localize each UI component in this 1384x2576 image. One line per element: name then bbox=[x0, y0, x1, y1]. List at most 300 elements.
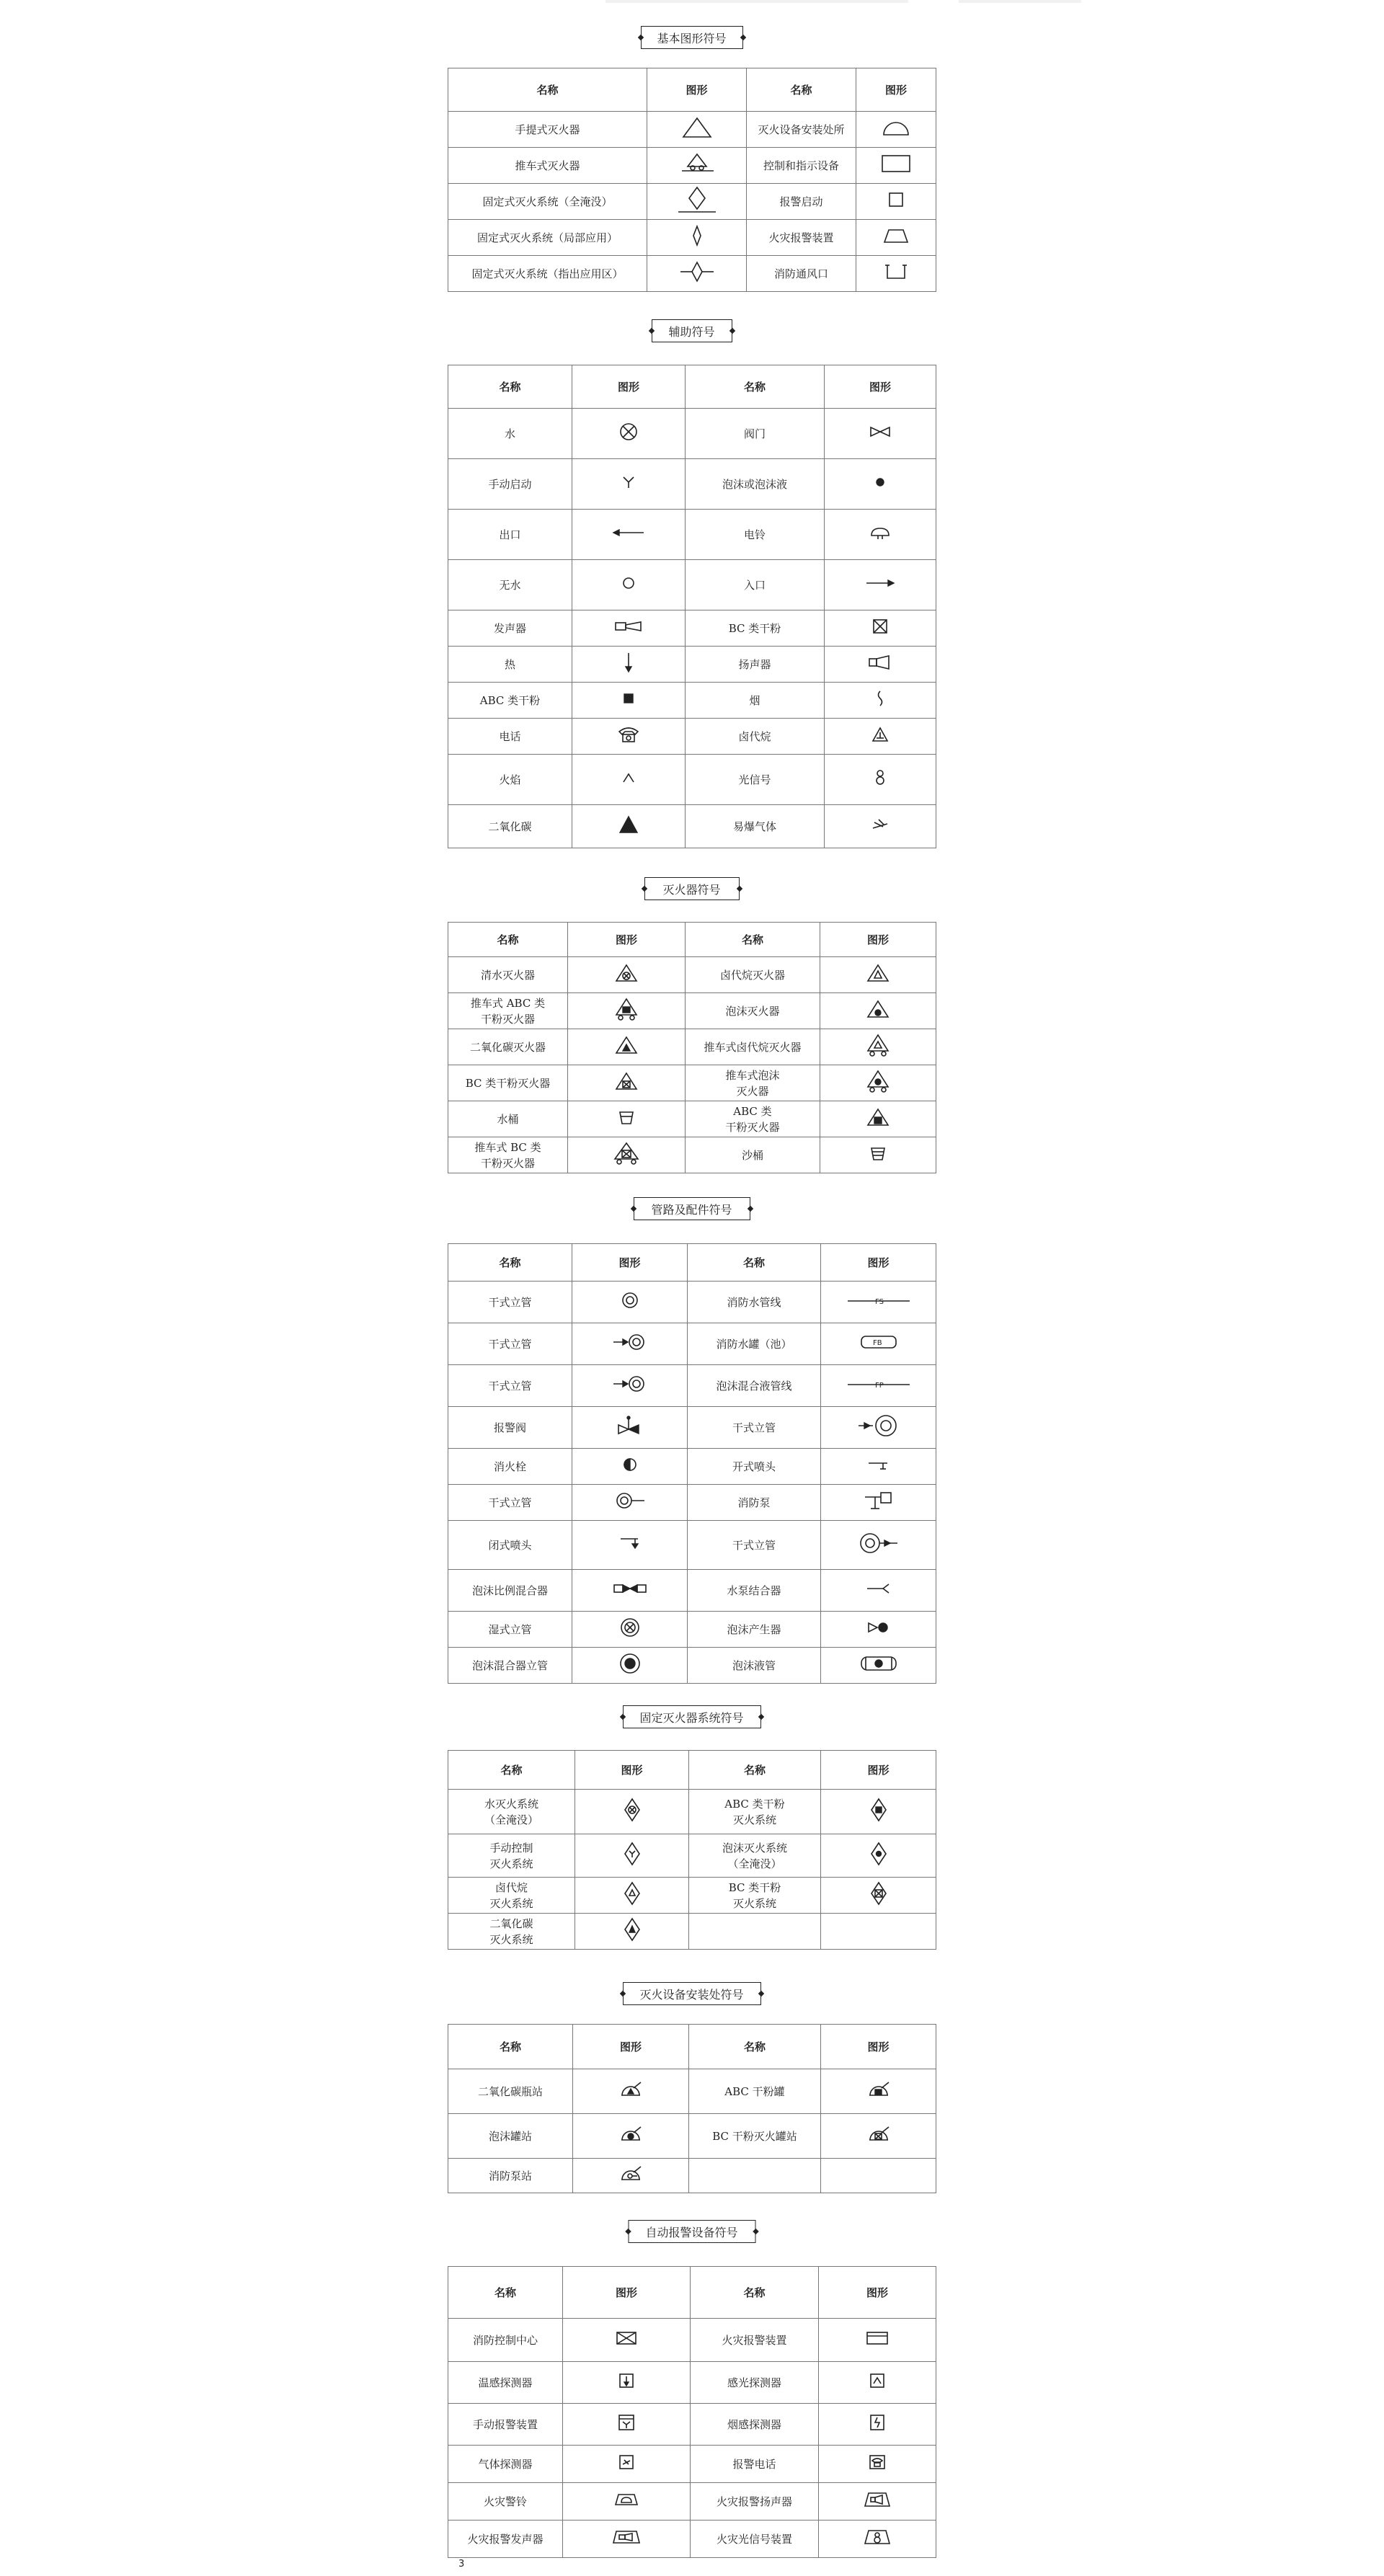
symbol-figure bbox=[568, 957, 686, 993]
table-row bbox=[448, 459, 936, 510]
symbol-table bbox=[448, 2024, 936, 2193]
symbol-figure bbox=[563, 2521, 691, 2558]
table-header-row bbox=[448, 1751, 936, 1790]
symbol-figure bbox=[821, 2159, 936, 2193]
wet-riser-icon bbox=[619, 1617, 641, 1638]
sounder-icon bbox=[613, 619, 644, 634]
symbol-figure bbox=[647, 256, 747, 292]
symbol-name: 火灾警铃 bbox=[448, 2483, 563, 2521]
vent-icon bbox=[883, 261, 909, 283]
symbol-name: 入口 bbox=[686, 560, 825, 610]
symbol-figure bbox=[821, 1407, 936, 1449]
symbol-figure bbox=[821, 2069, 936, 2114]
symbol-name: 泡沫混合器立管 bbox=[448, 1648, 572, 1684]
symbol-figure bbox=[821, 1521, 936, 1570]
page-number: 3 bbox=[458, 2559, 465, 2570]
table-row bbox=[448, 1323, 936, 1365]
pump-station-icon bbox=[618, 2164, 644, 2184]
column-header-name: 名称 bbox=[689, 1751, 821, 1790]
symbol-name: 干式立管 bbox=[688, 1521, 821, 1570]
symbol-figure bbox=[820, 1029, 936, 1065]
symbol-figure bbox=[820, 1137, 936, 1173]
symbol-name: 泡沫液管 bbox=[688, 1648, 821, 1684]
table-row bbox=[448, 1407, 936, 1449]
svg-text:FB: FB bbox=[872, 1338, 882, 1347]
symbol-name: 光信号 bbox=[686, 755, 825, 805]
table-row bbox=[448, 647, 936, 683]
speaker-icon bbox=[867, 654, 893, 670]
table-row bbox=[448, 184, 936, 220]
table-row bbox=[448, 2114, 936, 2159]
table-row bbox=[448, 256, 936, 292]
symbol-figure bbox=[825, 560, 936, 610]
table-row bbox=[448, 683, 936, 719]
column-header-figure: 图形 bbox=[821, 2025, 936, 2069]
column-header-name: 名称 bbox=[686, 923, 820, 957]
symbol-figure bbox=[572, 1485, 688, 1521]
table-row bbox=[448, 805, 936, 848]
valve-icon bbox=[868, 425, 892, 439]
pump-connector-icon bbox=[864, 1581, 893, 1596]
symbol-name: ABC 类 干粉灭火器 bbox=[686, 1101, 820, 1137]
section-title: 灭火设备安装处符号 bbox=[623, 1982, 761, 2005]
symbol-figure bbox=[821, 1914, 936, 1950]
column-header-figure: 图形 bbox=[825, 365, 936, 409]
symbol-figure bbox=[573, 2159, 689, 2193]
symbol-name: 火灾光信号装置 bbox=[691, 2521, 819, 2558]
symbol-name: 泡沫罐站 bbox=[448, 2114, 573, 2159]
heat-icon bbox=[623, 651, 634, 674]
symbol-figure bbox=[572, 805, 686, 848]
column-header-name: 名称 bbox=[448, 2025, 573, 2069]
symbol-figure bbox=[825, 805, 936, 848]
symbol-figure bbox=[856, 148, 936, 184]
table-row bbox=[448, 148, 936, 184]
manual-alarm-icon bbox=[617, 2413, 636, 2432]
table-row bbox=[448, 2159, 936, 2193]
foam-riser-icon bbox=[618, 1652, 642, 1675]
symbol-name: 电铃 bbox=[686, 510, 825, 560]
symbol-figure bbox=[821, 1790, 936, 1834]
table-row bbox=[448, 755, 936, 805]
semicircle-icon bbox=[880, 117, 912, 138]
table-header-row bbox=[448, 2267, 936, 2319]
foam-liquid-pipe-icon bbox=[857, 1654, 900, 1673]
table-row bbox=[448, 610, 936, 647]
arrow-diamond-icon bbox=[679, 260, 715, 283]
bc-powder-icon bbox=[871, 617, 890, 636]
symbol-name: 推车式灭火器 bbox=[448, 148, 647, 184]
column-header-name: 名称 bbox=[689, 2025, 821, 2069]
symbol-figure bbox=[856, 184, 936, 220]
dot-icon bbox=[873, 475, 887, 489]
symbol-figure bbox=[820, 1101, 936, 1137]
symbol-table bbox=[448, 68, 936, 292]
symbol-figure bbox=[820, 1065, 936, 1101]
table-row bbox=[448, 1065, 936, 1101]
symbol-name bbox=[689, 2159, 821, 2193]
wheeled-abc-extinguisher-icon bbox=[612, 997, 641, 1021]
outlet-icon bbox=[611, 527, 647, 538]
symbol-figure bbox=[819, 2446, 936, 2483]
table-row bbox=[448, 2521, 936, 2558]
symbol-figure bbox=[563, 2362, 691, 2404]
symbol-name: 消防泵站 bbox=[448, 2159, 573, 2193]
symbol-figure bbox=[825, 409, 936, 459]
trapezoid-icon bbox=[882, 226, 910, 245]
section-title: 自动报警设备符号 bbox=[628, 2220, 755, 2243]
symbol-name: 水桶 bbox=[448, 1101, 568, 1137]
symbol-figure bbox=[572, 510, 686, 560]
symbol-name: 手提式灭火器 bbox=[448, 112, 647, 148]
symbol-name: 固定式灭火系统（指出应用区） bbox=[448, 256, 647, 292]
symbol-figure bbox=[819, 2404, 936, 2446]
table-row bbox=[448, 1914, 936, 1950]
symbol-figure bbox=[573, 2114, 689, 2159]
column-header-figure: 图形 bbox=[647, 68, 747, 112]
foam-extinguisher-icon bbox=[866, 999, 890, 1019]
symbol-figure bbox=[572, 1648, 688, 1684]
symbol-name: 泡沫灭火系统 （全淹没） bbox=[689, 1834, 821, 1878]
table-row bbox=[448, 993, 936, 1029]
fire-water-line-icon bbox=[846, 1296, 911, 1306]
symbol-figure bbox=[819, 2521, 936, 2558]
symbol-name: 消防泵 bbox=[688, 1485, 821, 1521]
symbol-figure bbox=[572, 409, 686, 459]
symbol-name: 扬声器 bbox=[686, 647, 825, 683]
table-row bbox=[448, 1834, 936, 1878]
rectangle-icon bbox=[880, 153, 912, 174]
column-header-figure: 图形 bbox=[572, 365, 686, 409]
table-row bbox=[448, 2362, 936, 2404]
flame-icon bbox=[621, 770, 636, 785]
gas-detector-icon bbox=[618, 2453, 635, 2471]
alarm-valve-icon bbox=[616, 1415, 644, 1436]
symbol-name: ABC 类干粉 bbox=[448, 683, 572, 719]
symbol-figure bbox=[856, 112, 936, 148]
symbol-table bbox=[448, 1243, 936, 1684]
symbol-name: 温感探测器 bbox=[448, 2362, 563, 2404]
symbol-name: 火灾报警装置 bbox=[691, 2319, 819, 2362]
svg-text:FP: FP bbox=[874, 1381, 884, 1390]
symbol-figure bbox=[575, 1914, 689, 1950]
symbol-figure bbox=[572, 1282, 688, 1323]
co2-system-icon bbox=[623, 1917, 642, 1942]
column-header-name: 名称 bbox=[448, 68, 647, 112]
symbol-name: 推车式 ABC 类 干粉灭火器 bbox=[448, 993, 568, 1029]
column-header-name: 名称 bbox=[691, 2267, 819, 2319]
table-row bbox=[448, 510, 936, 560]
proportioner-icon bbox=[612, 1581, 648, 1596]
dry-riser-right-icon bbox=[857, 1531, 900, 1555]
symbol-name: 二氧化碳瓶站 bbox=[448, 2069, 573, 2114]
table-row bbox=[448, 1878, 936, 1914]
manual-start-icon bbox=[621, 474, 636, 490]
water-system-icon bbox=[623, 1798, 642, 1822]
symbol-name: 发声器 bbox=[448, 610, 572, 647]
symbol-name: 易爆气体 bbox=[686, 805, 825, 848]
column-header-name: 名称 bbox=[448, 923, 568, 957]
symbol-figure bbox=[647, 112, 747, 148]
alarm-bell-icon bbox=[614, 2492, 639, 2508]
symbol-name: 湿式立管 bbox=[448, 1612, 572, 1648]
symbol-name bbox=[689, 1914, 821, 1950]
heat-detector-icon bbox=[618, 2372, 635, 2389]
inlet-icon bbox=[864, 577, 897, 589]
symbol-name: 水泵结合器 bbox=[688, 1570, 821, 1612]
symbol-name: 固定式灭火系统（全淹没） bbox=[448, 184, 647, 220]
symbol-figure bbox=[568, 1029, 686, 1065]
column-header-figure: 图形 bbox=[575, 1751, 689, 1790]
dry-riser-large-icon bbox=[857, 1413, 900, 1438]
symbol-name: 无水 bbox=[448, 560, 572, 610]
symbol-figure bbox=[856, 256, 936, 292]
top-band-segment bbox=[606, 0, 908, 3]
symbol-figure bbox=[821, 1485, 936, 1521]
halon-icon bbox=[871, 726, 890, 743]
symbol-name: 手动启动 bbox=[448, 459, 572, 510]
open-sprinkler-icon bbox=[866, 1458, 892, 1471]
symbol-name: 消防通风口 bbox=[747, 256, 856, 292]
symbol-figure bbox=[563, 2319, 691, 2362]
water-tank-icon bbox=[859, 1334, 899, 1350]
bc-system-icon bbox=[869, 1881, 888, 1906]
table-row bbox=[448, 409, 936, 459]
symbol-name: 推车式 BC 类 干粉灭火器 bbox=[448, 1137, 568, 1173]
symbol-figure bbox=[572, 1365, 688, 1407]
symbol-figure bbox=[825, 719, 936, 755]
dry-riser-outlet-icon bbox=[614, 1491, 646, 1511]
table-row bbox=[448, 1485, 936, 1521]
symbol-name: 推车式卤代烷灭火器 bbox=[686, 1029, 820, 1065]
alarm-sounder-icon bbox=[612, 2528, 641, 2546]
light-signal-icon bbox=[874, 768, 886, 787]
section-title: 基本图形符号 bbox=[641, 26, 743, 49]
filled-triangle-icon bbox=[618, 814, 639, 835]
symbol-name: 灭火设备安装处所 bbox=[747, 112, 856, 148]
symbol-figure bbox=[821, 2114, 936, 2159]
symbol-figure bbox=[572, 1521, 688, 1570]
dry-riser-icon bbox=[620, 1290, 640, 1310]
table-row bbox=[448, 1101, 936, 1137]
symbol-figure bbox=[572, 1407, 688, 1449]
dry-riser-inlet-icon bbox=[612, 1332, 648, 1352]
symbol-figure bbox=[821, 1365, 936, 1407]
symbol-figure bbox=[821, 1612, 936, 1648]
section-title: 管路及配件符号 bbox=[634, 1197, 750, 1220]
wheeled-halon-extinguisher-icon bbox=[864, 1033, 892, 1057]
bc-station-icon bbox=[866, 2124, 892, 2144]
table-row bbox=[448, 957, 936, 993]
column-header-name: 名称 bbox=[448, 1751, 575, 1790]
table-row bbox=[448, 1449, 936, 1485]
table-row bbox=[448, 112, 936, 148]
water-icon bbox=[618, 421, 639, 443]
symbol-figure bbox=[820, 957, 936, 993]
symbol-name: 固定式灭火系统（局部应用） bbox=[448, 220, 647, 256]
symbol-figure bbox=[575, 1878, 689, 1914]
wheeled-bc-extinguisher-icon bbox=[609, 1141, 644, 1165]
table-row bbox=[448, 1137, 936, 1173]
fire-pump-icon bbox=[862, 1490, 895, 1511]
top-band-segment bbox=[959, 0, 1081, 3]
table-row bbox=[448, 1790, 936, 1834]
symbol-figure bbox=[856, 220, 936, 256]
table-row bbox=[448, 2446, 936, 2483]
column-header-figure: 图形 bbox=[821, 1244, 936, 1282]
water-extinguisher-icon bbox=[614, 963, 639, 983]
symbol-name: 报警启动 bbox=[747, 184, 856, 220]
symbol-figure bbox=[825, 510, 936, 560]
column-header-name: 名称 bbox=[686, 365, 825, 409]
abc-extinguisher-icon bbox=[866, 1107, 890, 1127]
symbol-figure bbox=[572, 1449, 688, 1485]
symbol-figure bbox=[572, 1570, 688, 1612]
smoke-icon bbox=[874, 690, 886, 707]
dry-riser-inlet-icon bbox=[612, 1374, 648, 1394]
halon-extinguisher-icon bbox=[866, 963, 890, 983]
symbol-figure bbox=[647, 184, 747, 220]
halon-system-icon bbox=[623, 1881, 642, 1906]
symbol-figure bbox=[573, 2069, 689, 2114]
symbol-figure bbox=[572, 755, 686, 805]
foam-station-icon bbox=[618, 2124, 644, 2144]
symbol-figure bbox=[820, 993, 936, 1029]
table-header-row bbox=[448, 68, 936, 112]
abc-system-icon bbox=[869, 1798, 888, 1822]
symbol-name: 泡沫灭火器 bbox=[686, 993, 820, 1029]
foam-line-icon bbox=[846, 1380, 911, 1390]
alarm-light-icon bbox=[863, 2528, 892, 2546]
alarm-panel-icon bbox=[865, 2330, 890, 2346]
control-center-icon bbox=[615, 2330, 638, 2346]
table-row bbox=[448, 2319, 936, 2362]
symbol-name: 出口 bbox=[448, 510, 572, 560]
co2-extinguisher-icon bbox=[614, 1035, 639, 1055]
symbol-table bbox=[448, 922, 936, 1173]
symbol-name: 泡沫或泡沫液 bbox=[686, 459, 825, 510]
telephone-icon bbox=[616, 724, 641, 745]
symbol-name: 水 bbox=[448, 409, 572, 459]
table-header-row bbox=[448, 2025, 936, 2069]
symbol-name: 干式立管 bbox=[448, 1323, 572, 1365]
column-header-figure: 图形 bbox=[856, 68, 936, 112]
symbol-name: 泡沫比例混合器 bbox=[448, 1570, 572, 1612]
symbol-name: 消火栓 bbox=[448, 1449, 572, 1485]
symbol-figure bbox=[568, 993, 686, 1029]
symbol-figure bbox=[572, 647, 686, 683]
symbol-figure bbox=[572, 1612, 688, 1648]
symbol-figure bbox=[568, 1137, 686, 1173]
symbol-figure bbox=[825, 647, 936, 683]
foam-generator-icon bbox=[866, 1620, 892, 1635]
symbol-figure bbox=[821, 1648, 936, 1684]
column-header-figure: 图形 bbox=[572, 1244, 688, 1282]
column-header-figure: 图形 bbox=[568, 923, 686, 957]
symbol-name: 电话 bbox=[448, 719, 572, 755]
symbol-figure bbox=[575, 1790, 689, 1834]
symbol-name: 烟感探测器 bbox=[691, 2404, 819, 2446]
symbol-figure bbox=[825, 610, 936, 647]
table-row bbox=[448, 1029, 936, 1065]
bell-icon bbox=[868, 524, 892, 541]
symbol-name: BC 干粉灭火罐站 bbox=[689, 2114, 821, 2159]
symbol-figure bbox=[819, 2362, 936, 2404]
table-row bbox=[448, 1612, 936, 1648]
table-header-row bbox=[448, 365, 936, 409]
symbol-name: 推车式泡沫 灭火器 bbox=[686, 1065, 820, 1101]
wheeled-triangle-icon bbox=[672, 152, 722, 175]
symbol-figure bbox=[825, 755, 936, 805]
sand-bucket-icon bbox=[868, 1144, 888, 1163]
section-title: 灭火器符号 bbox=[644, 877, 740, 900]
foam-system-icon bbox=[869, 1842, 888, 1866]
symbol-name: 手动报警装置 bbox=[448, 2404, 563, 2446]
narrow-diamond-icon bbox=[690, 224, 704, 247]
symbol-name: 干式立管 bbox=[448, 1282, 572, 1323]
symbol-name: BC 类干粉 bbox=[686, 610, 825, 647]
symbol-name: 卤代烷灭火器 bbox=[686, 957, 820, 993]
column-header-figure: 图形 bbox=[820, 923, 936, 957]
symbol-figure bbox=[568, 1101, 686, 1137]
symbol-figure bbox=[563, 2483, 691, 2521]
symbol-name: 水灭火系统 （全淹没） bbox=[448, 1790, 575, 1834]
table-header-row bbox=[448, 1244, 936, 1282]
smoke-detector-icon bbox=[869, 2413, 886, 2432]
section-title: 辅助符号 bbox=[652, 319, 732, 342]
symbol-name: 消防控制中心 bbox=[448, 2319, 563, 2362]
column-header-name: 名称 bbox=[688, 1244, 821, 1282]
table-row bbox=[448, 2483, 936, 2521]
circle-icon bbox=[620, 574, 637, 592]
symbol-figure bbox=[819, 2483, 936, 2521]
table-header-row bbox=[448, 923, 936, 957]
symbol-figure bbox=[575, 1834, 689, 1878]
symbol-figure bbox=[572, 1323, 688, 1365]
symbol-name: 开式喷头 bbox=[688, 1449, 821, 1485]
symbol-name: 控制和指示设备 bbox=[747, 148, 856, 184]
symbol-figure bbox=[821, 1834, 936, 1878]
symbol-name: 火灾报警扬声器 bbox=[691, 2483, 819, 2521]
closed-sprinkler-icon bbox=[618, 1535, 642, 1552]
symbol-name: 手动控制 灭火系统 bbox=[448, 1834, 575, 1878]
symbol-figure bbox=[572, 560, 686, 610]
table-row bbox=[448, 2069, 936, 2114]
symbol-name: 二氧化碳 灭火系统 bbox=[448, 1914, 575, 1950]
top-band bbox=[0, 0, 1384, 4]
symbol-figure bbox=[825, 459, 936, 510]
table-row bbox=[448, 1365, 936, 1407]
co2-station-icon bbox=[618, 2079, 644, 2100]
symbol-name: 火灾报警发声器 bbox=[448, 2521, 563, 2558]
symbol-name: 火焰 bbox=[448, 755, 572, 805]
alarm-speaker-icon bbox=[863, 2490, 892, 2509]
table-row bbox=[448, 1521, 936, 1570]
symbol-table bbox=[448, 365, 936, 848]
table-row bbox=[448, 1282, 936, 1323]
table-row bbox=[448, 220, 936, 256]
symbol-table bbox=[448, 2266, 936, 2558]
symbol-name: 火灾报警装置 bbox=[747, 220, 856, 256]
symbol-name: ABC 干粉罐 bbox=[689, 2069, 821, 2114]
section-title: 固定灭火器系统符号 bbox=[623, 1705, 761, 1728]
symbol-table bbox=[448, 1750, 936, 1950]
filled-square-icon bbox=[621, 690, 636, 706]
table-row bbox=[448, 719, 936, 755]
column-header-name: 名称 bbox=[747, 68, 856, 112]
column-header-figure: 图形 bbox=[819, 2267, 936, 2319]
symbol-name: 卤代烷 bbox=[686, 719, 825, 755]
